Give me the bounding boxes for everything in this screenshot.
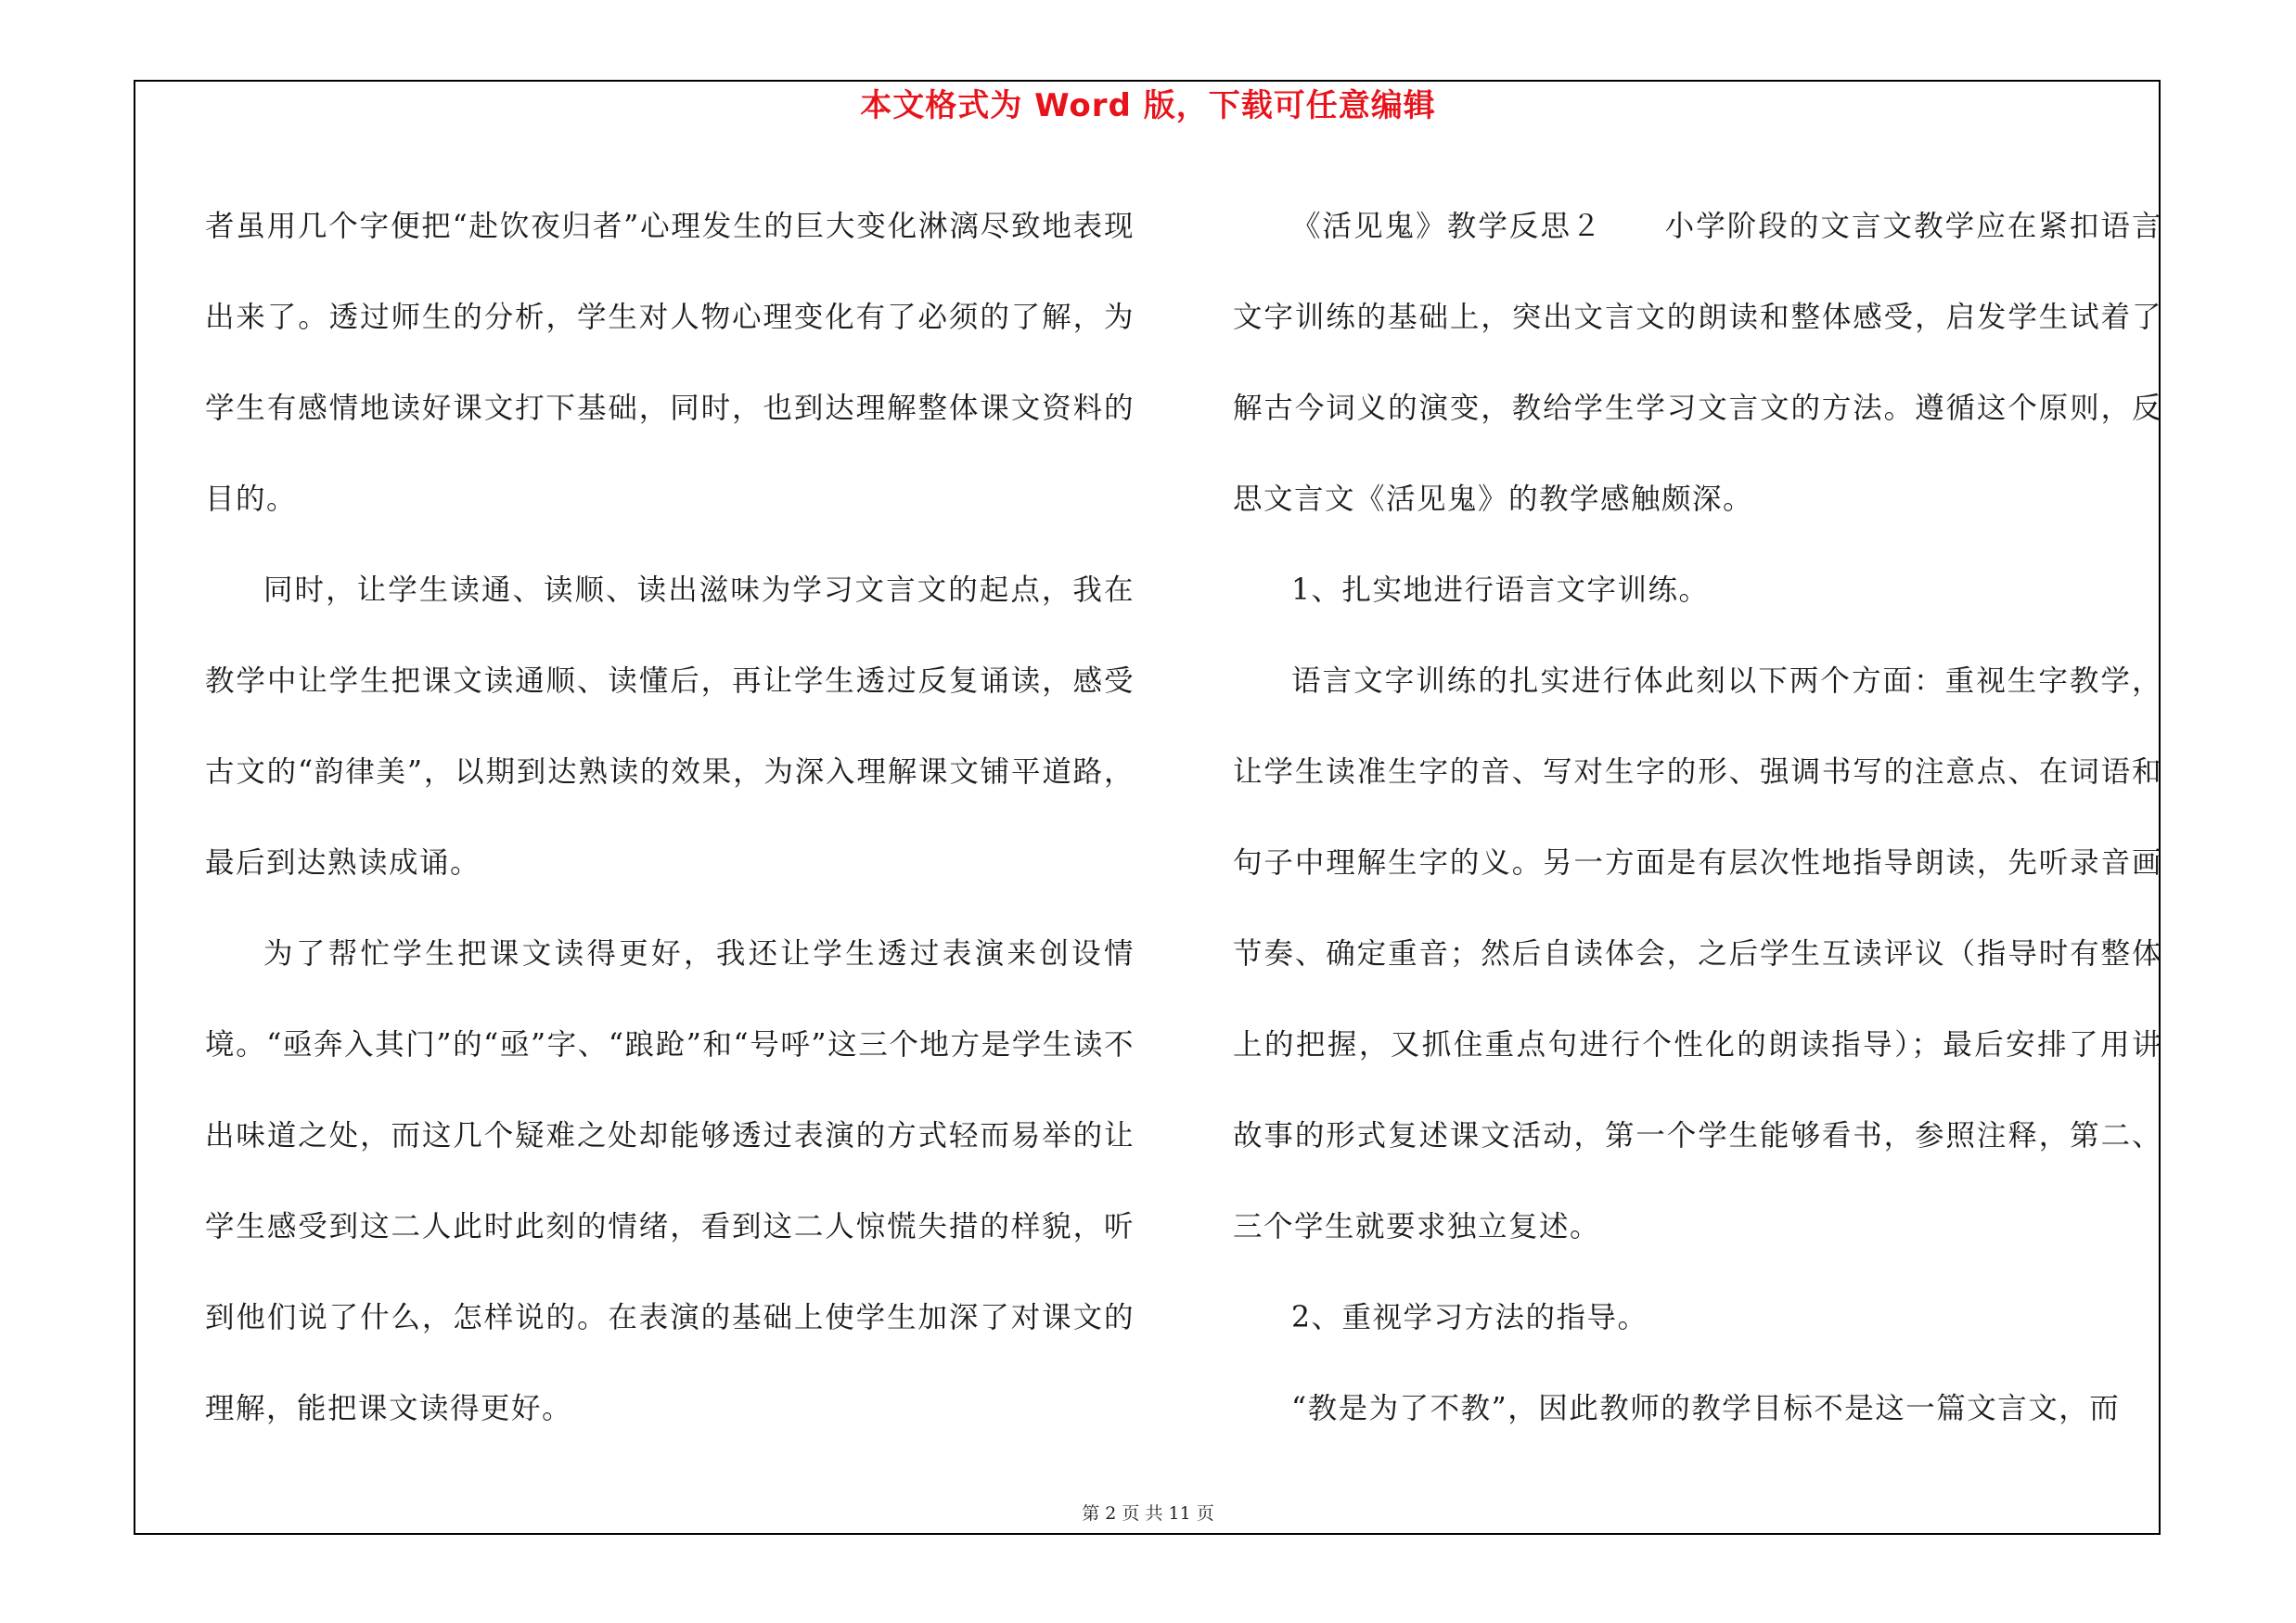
page-number-footer: 第 2 页 共 11 页 [1082, 1503, 1214, 1524]
right-paragraph-2: 1、扎实地进行语言文字训练。 [1291, 573, 1710, 607]
word-format-banner: 本文格式为 Word 版，下载可任意编辑 [860, 87, 1436, 124]
left-paragraph-3: 为了帮忙学生把课文读得更好，我还让学生透过表演来创设情境。“亟奔入其门”的“亟”字、“踉跄”和“号呼”这三个地方是学生读不出味道之处，而这几个疑难之处却能够透过表演的方式轻而易举的让学生感受到这二人此时此刻的情绪，看到这二人惊慌失措的样貌，听到他们说了什么，怎样说的。在表演的基础上使学生加深了对课文的理解，能把课文读得更好。 [205, 937, 1135, 1425]
left-paragraph-2: 同时，让学生读通、读顺、读出滋味为学习文言文的起点，我在教学中让学生把课文读通顺、读懂后，再让学生透过反复诵读，感受古文的“韵律美”，以期到达熟读的效果，为深入理解课文铺平道路，最后到达熟读成诵。 [205, 573, 1135, 880]
left-text-column [205, 181, 1135, 1454]
right-text-column [1233, 181, 2162, 1454]
right-paragraph-4: 2、重视学习方法的指导。 [1291, 1301, 1648, 1334]
right-paragraph-5: “教是为了不教”，因此教师的教学目标不是这一篇文言文，而 [1291, 1392, 2121, 1425]
right-paragraph-1: 《活见鬼》教学反思２ 小学阶段的文言文教学应在紧扣语言文字训练的基础上，突出文言文的朗读和整体感受，启发学生试着了解古今词义的演变，教给学生学习文言文的方法。遵循这个原则，反思文言文《活见鬼》的教学感触颇深。 [1233, 210, 2162, 516]
right-paragraph-3: 语言文字训练的扎实进行体此刻以下两个方面：重视生字教学，让学生读准生字的音、写对生字的形、强调书写的注意点、在词语和句子中理解生字的义。另一方面是有层次性地指导朗读，先听录音画节奏、确定重音；然后自读体会，之后学生互读评议（指导时有整体上的把握，又抓住重点句进行个性化的朗读指导）；最后安排了用讲故事的形式复述课文活动，第一个学生能够看书，参照注释，第二、三个学生就要求独立复述。 [1233, 664, 2162, 1243]
left-paragraph-1: 者虽用几个字便把“赴饮夜归者”心理发生的巨大变化淋漓尽致地表现出来了。透过师生的分析，学生对人物心理变化有了必须的了解，为学生有感情地读好课文打下基础，同时，也到达理解整体课文资料的目的。 [205, 210, 1135, 516]
